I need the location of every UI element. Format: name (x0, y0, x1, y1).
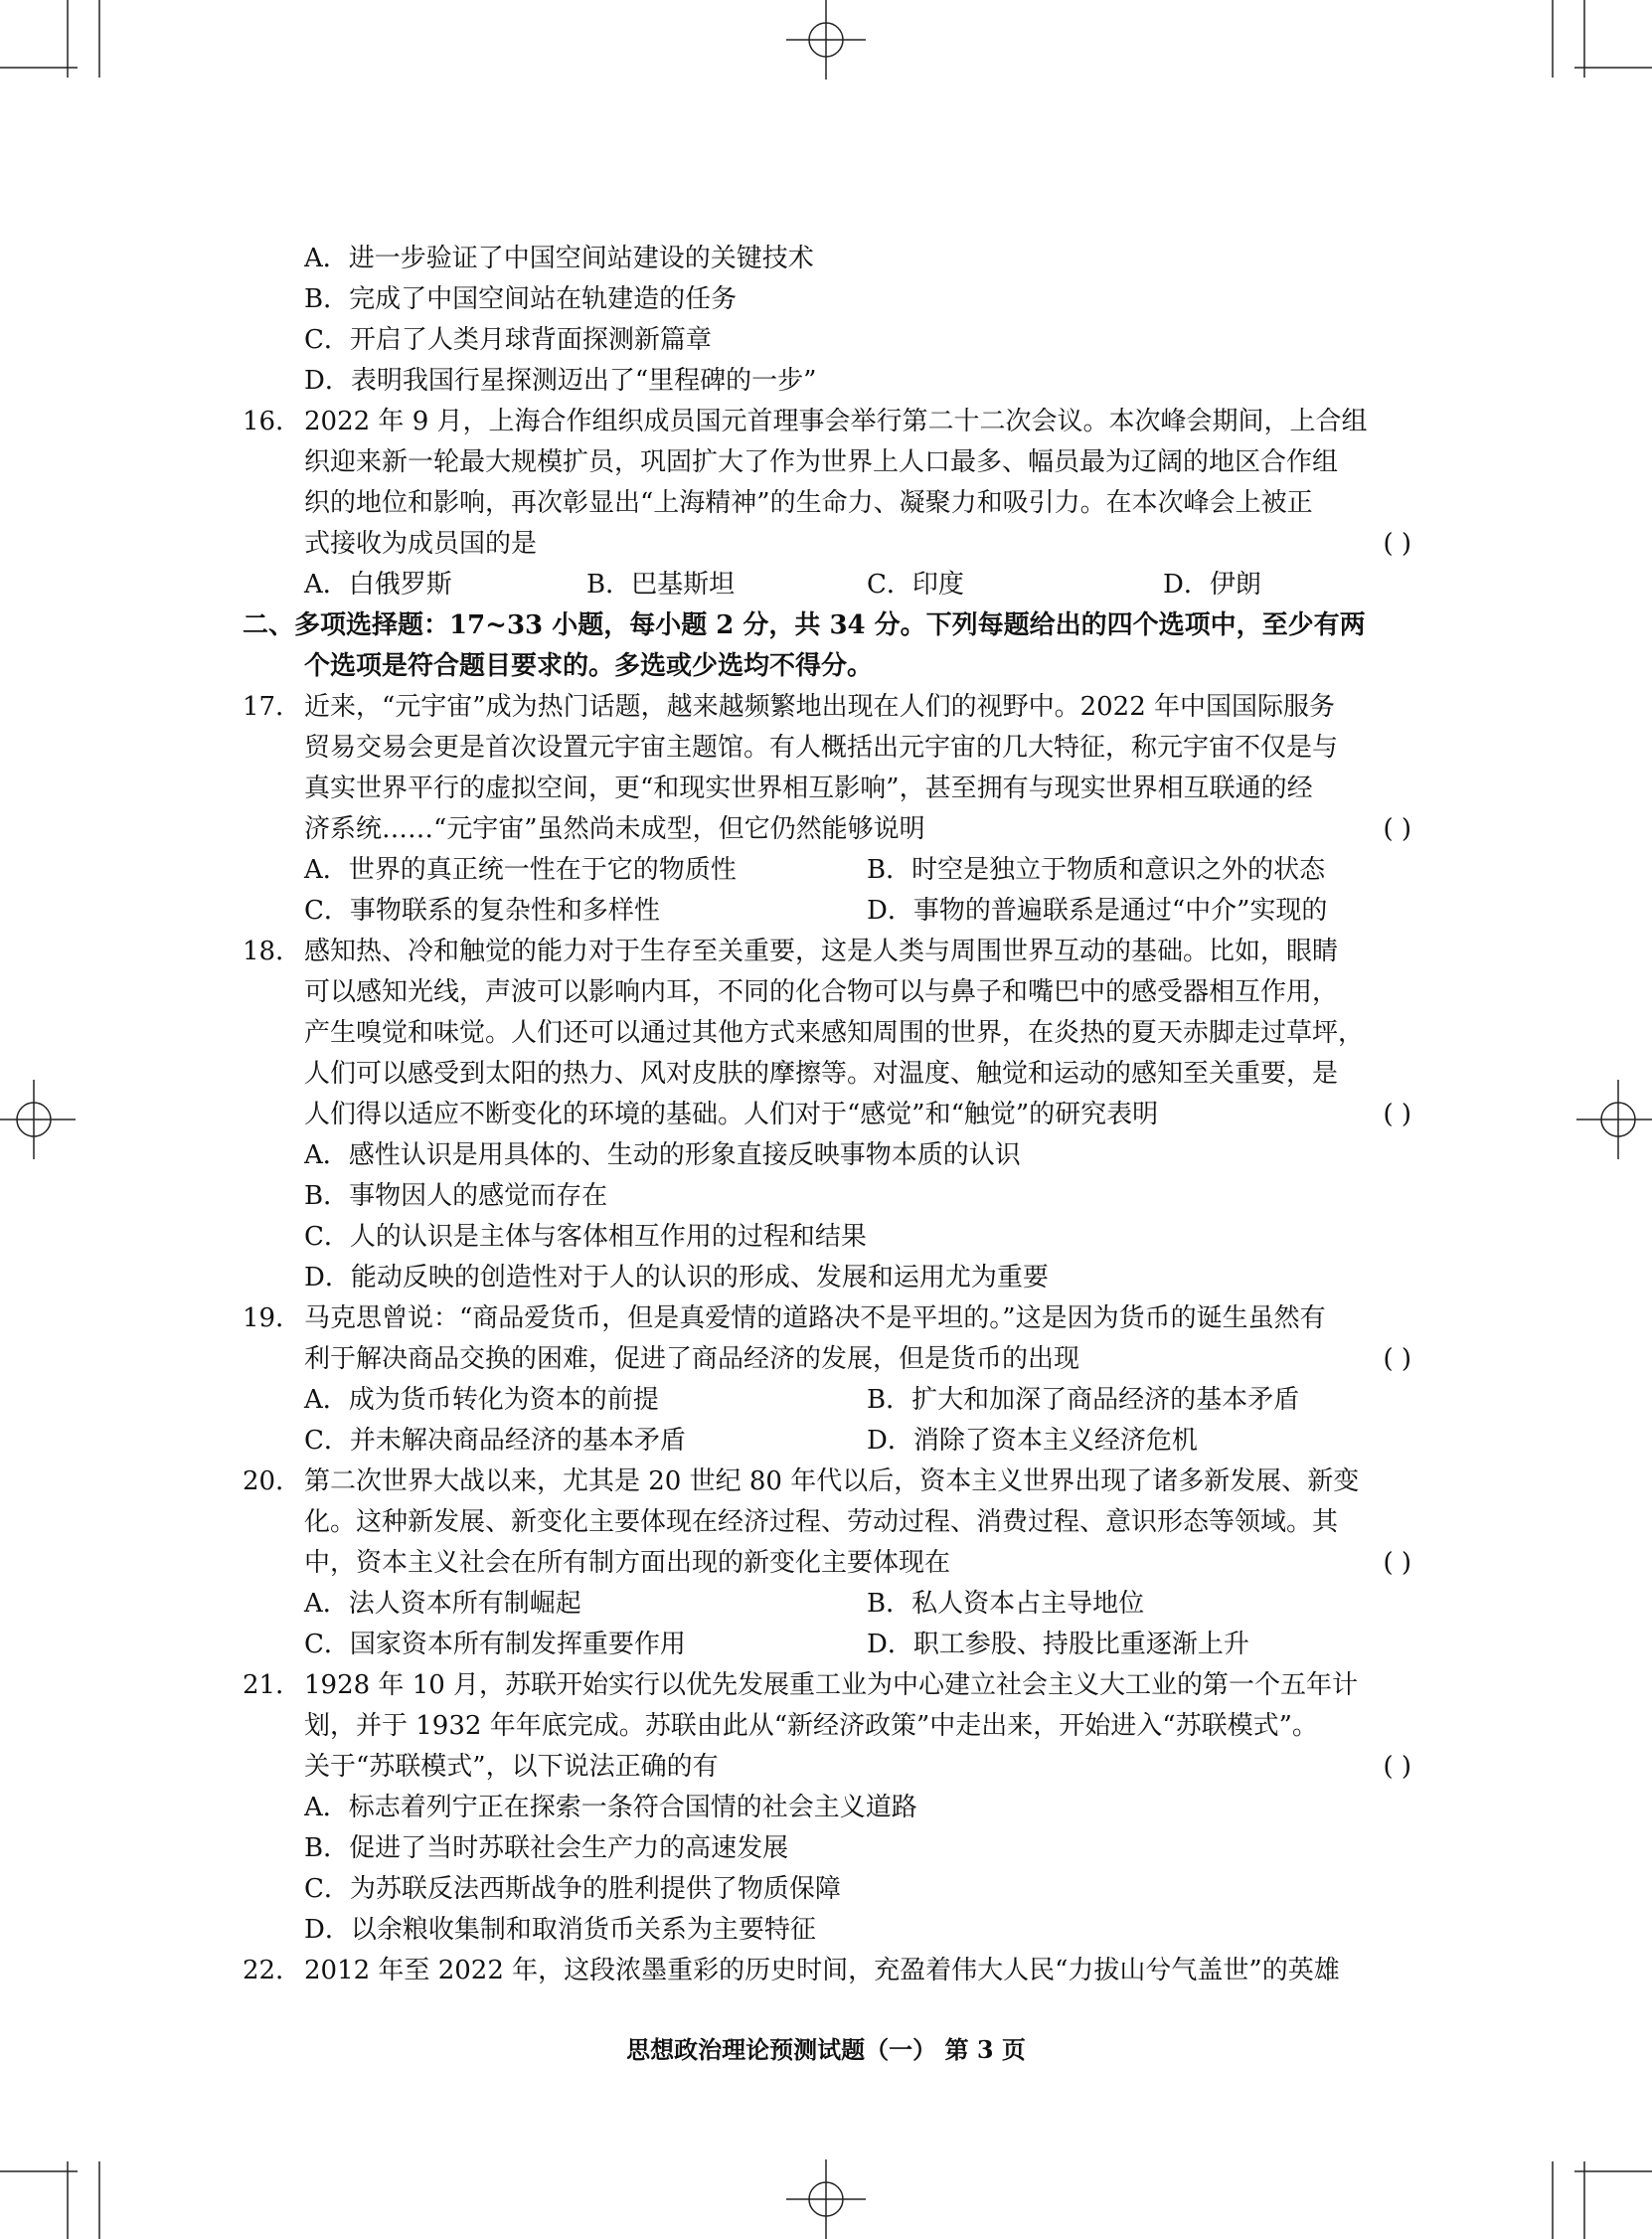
q17-line-3: 真实世界平行的虚拟空间，更“和现实世界相互影响”，甚至拥有与现实世界相互联通的经 (304, 774, 1313, 803)
q18-line-4: 人们可以感受到太阳的热力、风对皮肤的摩擦等。对温度、触觉和运动的感知至关重要，是 (304, 1059, 1339, 1089)
q22-line-1 (243, 1951, 1411, 1991)
page-footer: 思想政治理论预测试题（一） 第 3 页 (626, 2035, 1026, 2064)
q21-line-2: 划，并于 1932 年年底完成。苏联由此从“新经济政策”中走出来，开始进入“苏联模式”。 (304, 1711, 1318, 1741)
q19-option-d: D．消除了资本主义经济危机 (867, 1426, 1198, 1456)
q21-number: 21． (243, 1670, 302, 1700)
q17-options-row-2 (243, 891, 1411, 932)
q17-option-b: B．时空是独立于物质和意识之外的状态 (867, 855, 1326, 885)
q19-number: 19． (243, 1303, 302, 1333)
q20-options-row-2 (243, 1625, 1411, 1665)
q17-text: 近来，“元宇宙”成为热门话题，越来越频繁地出现在人们的视野中。2022 年中国国际服务 (304, 692, 1336, 722)
q21-stem-end: 关于“苏联模式”，以下说法正确的有 (304, 1752, 719, 1782)
q20-number: 20． (243, 1466, 302, 1496)
q18-text: 感知热、冷和触觉的能力对于生存至关重要，这是人类与周围世界互动的基础。比如，眼睛 (304, 937, 1339, 966)
q20-option-d: D．职工参股、持股比重逐渐上升 (867, 1630, 1249, 1659)
q17-line-1 (243, 687, 1411, 728)
q16-stem-end: 式接收为成员国的是 (304, 529, 538, 559)
q17-answer-bracket: ( ) (1383, 814, 1411, 844)
q21-line-3 (243, 1747, 1411, 1788)
q18-option-c: C．人的认识是主体与客体相互作用的过程和结果 (304, 1222, 867, 1252)
q17-number: 17． (243, 692, 302, 722)
q18-line-3: 产生嗅觉和味觉。人们还可以通过其他方式来感知周围的世界，在炎热的夏天赤脚走过草坪， (304, 1018, 1365, 1048)
q16-option-a: A．白俄罗斯 (304, 570, 452, 600)
q17-option-d: D．事物的普遍联系是通过“中介”实现的 (867, 896, 1328, 926)
q20-option-a: A．法人资本所有制崛起 (304, 1589, 581, 1619)
q18-option-b: B．事物因人的感觉而存在 (304, 1181, 608, 1211)
q20-line-2: 化。这种新发展、新变化主要体现在经济过程、劳动过程、消费过程、意识形态等领域。其 (304, 1507, 1339, 1537)
q16-number: 16． (243, 407, 302, 436)
exam-page-body (243, 239, 1411, 1991)
q16-option-d: D．伊朗 (1163, 570, 1261, 600)
q22-number: 22． (243, 1956, 302, 1985)
q21-option-b: B．促进了当时苏联社会生产力的高速发展 (304, 1833, 789, 1863)
q15-option-b: B．完成了中国空间站在轨建造的任务 (304, 284, 738, 314)
q18-option-d: D．能动反映的创造性对于人的认识的形成、发展和运用尤为重要 (304, 1263, 1049, 1292)
q20-stem-end: 中，资本主义社会在所有制方面出现的新变化主要体现在 (304, 1548, 951, 1578)
q15-option-d: D．表明我国行星探测迈出了“里程碑的一步” (304, 366, 817, 396)
q19-answer-bracket: ( ) (1383, 1344, 1411, 1374)
q15-option-c: C．开启了人类月球背面探测新篇章 (304, 325, 712, 355)
q16-option-b: B．巴基斯坦 (586, 570, 736, 600)
q17-line-2: 贸易交易会更是首次设置元宇宙主题馆。有人概括出元宇宙的几大特征，称元宇宙不仅是与 (304, 733, 1339, 763)
q19-option-b: B．扩大和加深了商品经济的基本矛盾 (867, 1385, 1300, 1415)
q19-options-row-1 (243, 1380, 1411, 1421)
q20-text: 第二次世界大战以来，尤其是 20 世纪 80 年代以后，资本主义世界出现了诸多新发展、新变 (304, 1466, 1360, 1496)
q19-stem-end: 利于解决商品交换的困难，促进了商品经济的发展，但是货币的出现 (304, 1344, 1080, 1374)
q16-text: 2022 年 9 月，上海合作组织成员国元首理事会举行第二十二次会议。本次峰会期间，上合组 (304, 407, 1368, 436)
q22-text: 2012 年至 2022 年，这段浓墨重彩的历史时间，充盈着伟大人民“力拔山兮气盖世”的英雄 (304, 1956, 1340, 1985)
q18-line-1 (243, 932, 1411, 972)
q18-answer-bracket: ( ) (1383, 1100, 1411, 1129)
q19-option-a: A．成为货币转化为资本的前提 (304, 1385, 659, 1415)
q16-line-2: 织迎来新一轮最大规模扩员，巩固扩大了作为世界上人口最多、幅员最为辽阔的地区合作组 (304, 447, 1339, 477)
q21-option-a: A．标志着列宁正在探索一条符合国情的社会主义道路 (304, 1793, 917, 1822)
q18-option-a: A．感性认识是用具体的、生动的形象直接反映事物本质的认识 (304, 1140, 1021, 1170)
q19-line-1 (243, 1298, 1411, 1339)
q20-options-row-1 (243, 1584, 1411, 1625)
q18-line-2: 可以感知光线，声波可以影响内耳，不同的化合物可以与鼻子和嘴巴中的感受器相互作用， (304, 977, 1339, 1007)
q19-text: 马克思曾说：“商品爱货币，但是真爱情的道路决不是平坦的。”这是因为货币的诞生虽然有 (304, 1303, 1326, 1333)
q17-option-a: A．世界的真正统一性在于它的物质性 (304, 855, 737, 885)
q17-line-4 (243, 809, 1411, 850)
q16-options-row (243, 565, 1411, 605)
q18-line-5 (243, 1095, 1411, 1135)
q19-options-row-2 (243, 1421, 1411, 1462)
q20-option-c: C．国家资本所有制发挥重要作用 (304, 1630, 686, 1659)
q19-line-2 (243, 1339, 1411, 1380)
q17-options-row-1 (243, 850, 1411, 891)
q21-text: 1928 年 10 月，苏联开始实行以优先发展重工业为中心建立社会主义大工业的第一个五年计 (304, 1670, 1359, 1700)
section2-heading: 二、多项选择题：17~33 小题，每小题 2 分，共 34 分。下列每题给出的四个选项中，至少有两 (243, 610, 1366, 640)
q16-line-4 (243, 524, 1411, 565)
q16-option-c: C．印度 (867, 570, 964, 600)
q17-option-c: C．事物联系的复杂性和多样性 (304, 896, 660, 926)
section2-heading-cont: 个选项是符合题目要求的。多选或少选均不得分。 (304, 651, 874, 681)
q17-stem-end: 济系统……“元宇宙”虽然尚未成型，但它仍然能够说明 (304, 814, 925, 844)
q16-line-1 (243, 402, 1411, 442)
q15-option-a: A．进一步验证了中国空间站建设的关键技术 (304, 244, 814, 273)
q20-answer-bracket: ( ) (1383, 1548, 1411, 1578)
q20-option-b: B．私人资本占主导地位 (867, 1589, 1145, 1619)
q20-line-1 (243, 1462, 1411, 1502)
q16-answer-bracket: ( ) (1383, 529, 1411, 559)
q18-stem-end: 人们得以适应不断变化的环境的基础。人们对于“感觉”和“触觉”的研究表明 (304, 1100, 1159, 1129)
q21-answer-bracket: ( ) (1383, 1752, 1411, 1782)
q21-line-1 (243, 1665, 1411, 1706)
q19-option-c: C．并未解决商品经济的基本矛盾 (304, 1426, 686, 1456)
q21-option-d: D．以余粮收集制和取消货币关系为主要特征 (304, 1915, 816, 1945)
q20-line-3 (243, 1543, 1411, 1584)
q16-line-3: 织的地位和影响，再次彰显出“上海精神”的生命力、凝聚力和吸引力。在本次峰会上被正 (304, 488, 1313, 518)
q18-number: 18． (243, 937, 302, 966)
q21-option-c: C．为苏联反法西斯战争的胜利提供了物质保障 (304, 1874, 841, 1904)
